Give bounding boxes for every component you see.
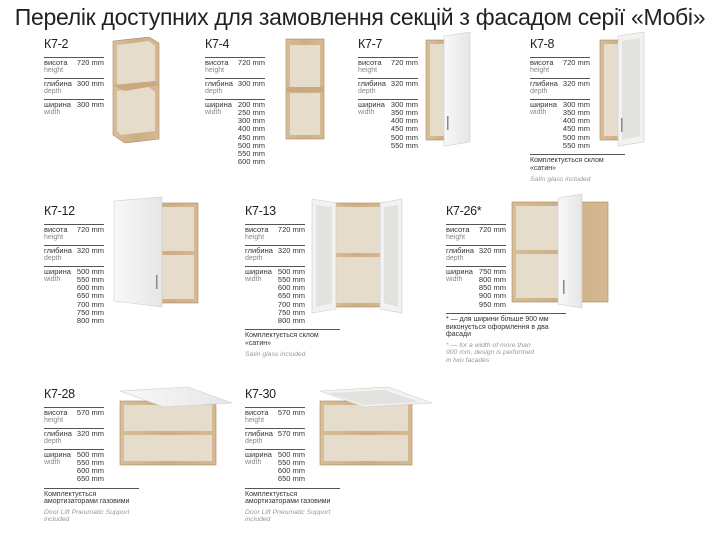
- depth-row: [44, 78, 104, 96]
- height-values: [77, 59, 104, 67]
- width-value: 550 mm: [562, 140, 590, 150]
- depth-label: [358, 80, 391, 96]
- item-code: К7-12: [44, 204, 75, 218]
- width-values: [278, 451, 305, 484]
- spec-k7-13: [245, 205, 340, 358]
- width-label-en: width: [44, 108, 61, 116]
- depth-values: [238, 80, 265, 88]
- width-label: [44, 101, 77, 117]
- depth-label-en: depth: [446, 254, 464, 262]
- item-code: К7-30: [245, 387, 276, 401]
- width-value: 700 mm: [76, 299, 104, 309]
- height-values: [278, 226, 305, 234]
- width-label-ua: ширина: [205, 99, 232, 109]
- item-code: К7-13: [245, 204, 276, 218]
- height-label-en: height: [205, 67, 225, 74]
- cabinet-k7-4-image: [282, 35, 330, 145]
- height-label: [245, 409, 278, 425]
- spec-k7-7: [358, 38, 418, 153]
- height-label-en: height: [245, 417, 265, 424]
- item-code: К7-28: [44, 387, 75, 401]
- height-row: [44, 57, 104, 75]
- width-label-en: width: [358, 108, 375, 116]
- width-row: [44, 449, 104, 484]
- item-code: К7-8: [530, 37, 555, 51]
- width-values: [479, 268, 506, 309]
- width-value: 300 mm: [390, 99, 418, 109]
- height-label-en: height: [530, 67, 550, 74]
- width-row: [245, 449, 305, 484]
- height-values: [278, 409, 305, 417]
- width-label-en: width: [245, 275, 262, 283]
- depth-value: 320 mm: [478, 245, 506, 255]
- width-value: 500 mm: [562, 132, 590, 142]
- depth-values: [77, 430, 104, 438]
- depth-row: [44, 428, 104, 446]
- depth-label-en: depth: [530, 87, 548, 95]
- depth-value: 300 mm: [237, 78, 265, 88]
- width-value: 250 mm: [237, 107, 265, 117]
- height-label-en: height: [44, 67, 64, 74]
- depth-value: 320 mm: [562, 78, 590, 88]
- depth-value: 300 mm: [76, 78, 104, 88]
- width-value: 850 mm: [478, 283, 506, 293]
- depth-values: [479, 247, 506, 255]
- spec-k7-2: [44, 38, 104, 120]
- width-row: [358, 99, 418, 151]
- note-en: Satin glass included: [530, 175, 591, 183]
- note-ua: Комплектується амортизаторами газовими: [245, 488, 340, 506]
- height-label: [446, 226, 479, 242]
- depth-label-en: depth: [44, 87, 62, 95]
- depth-label: [245, 430, 278, 446]
- height-label-ua: висота: [358, 57, 382, 67]
- depth-values: [278, 247, 305, 255]
- depth-label: [44, 247, 77, 263]
- width-value: 550 mm: [237, 149, 265, 159]
- note-en: * — for a width of more than 900 mm, design is performed in two facades: [446, 341, 535, 364]
- width-label-en: width: [44, 275, 61, 283]
- height-label: [44, 59, 77, 75]
- width-row: [205, 99, 265, 167]
- height-label: [205, 59, 238, 75]
- height-row: [245, 224, 305, 242]
- height-label: [44, 226, 77, 242]
- depth-values: [77, 80, 104, 88]
- width-value: 900 mm: [478, 291, 506, 301]
- width-value: 550 mm: [76, 457, 104, 467]
- width-value: 750 mm: [277, 307, 305, 317]
- depth-label-en: depth: [44, 437, 62, 445]
- width-label: [358, 101, 391, 117]
- width-value: 500 mm: [277, 449, 305, 459]
- width-label-ua: ширина: [245, 449, 272, 459]
- spec-k7-28: [44, 388, 139, 524]
- depth-label-en: depth: [205, 87, 223, 95]
- depth-row: [245, 428, 305, 446]
- height-row: [205, 57, 265, 75]
- item-code: К7-7: [358, 37, 383, 51]
- depth-value: 320 mm: [277, 245, 305, 255]
- width-value: 550 mm: [390, 140, 418, 150]
- width-row: [245, 266, 305, 326]
- depth-label: [446, 247, 479, 263]
- note-en: Door Lift Pneumatic Support included: [44, 509, 130, 524]
- width-value: 550 mm: [277, 274, 305, 284]
- depth-label-ua: глибина: [44, 428, 72, 438]
- depth-values: [563, 80, 590, 88]
- width-values: [278, 268, 305, 326]
- width-value: 600 mm: [277, 283, 305, 293]
- width-values: [563, 101, 590, 151]
- spec-k7-26: [446, 205, 576, 364]
- width-value: 400 mm: [237, 124, 265, 134]
- width-label: [245, 451, 278, 467]
- width-value: 600 mm: [277, 466, 305, 476]
- height-label-en: height: [245, 234, 265, 241]
- width-value: 750 mm: [478, 266, 506, 276]
- cabinet-k7-7-image: [420, 32, 474, 147]
- width-value: 600 mm: [76, 466, 104, 476]
- depth-label-ua: глибина: [44, 78, 72, 88]
- depth-row: [245, 245, 305, 263]
- height-value: 720 mm: [390, 57, 418, 67]
- width-row: [446, 266, 506, 309]
- width-values: [77, 451, 104, 484]
- width-values: [77, 268, 104, 326]
- height-label-en: height: [446, 234, 466, 241]
- height-row: [245, 407, 305, 425]
- height-label: [245, 226, 278, 242]
- width-label: [446, 268, 479, 284]
- depth-value: 320 mm: [76, 428, 104, 438]
- width-value: 650 mm: [277, 291, 305, 301]
- width-value: 800 mm: [277, 316, 305, 326]
- width-value: 300 mm: [562, 99, 590, 109]
- note-ua: Комплектується склом «сатин»: [245, 329, 340, 347]
- height-values: [479, 226, 506, 234]
- width-value: 300 mm: [76, 99, 104, 109]
- width-value: 350 mm: [390, 107, 418, 117]
- width-value: 800 mm: [76, 316, 104, 326]
- width-value: 600 mm: [237, 157, 265, 167]
- height-values: [563, 59, 590, 67]
- depth-row: [446, 245, 506, 263]
- width-label-ua: ширина: [44, 99, 71, 109]
- note-ua: * — для ширини більше 900 мм виконується оформлення в два фасади: [446, 313, 566, 339]
- height-value: 720 mm: [76, 224, 104, 234]
- width-value: 750 mm: [76, 307, 104, 317]
- width-row: [44, 266, 104, 326]
- depth-values: [77, 247, 104, 255]
- depth-label: [205, 80, 238, 96]
- height-values: [238, 59, 265, 67]
- height-label-en: height: [44, 417, 64, 424]
- depth-value: 320 mm: [390, 78, 418, 88]
- height-label-ua: висота: [205, 57, 229, 67]
- height-row: [446, 224, 506, 242]
- height-label-ua: висота: [530, 57, 554, 67]
- depth-row: [358, 78, 418, 96]
- depth-label: [530, 80, 563, 96]
- width-value: 500 mm: [277, 266, 305, 276]
- depth-values: [391, 80, 418, 88]
- height-value: 720 mm: [277, 224, 305, 234]
- width-label-en: width: [245, 458, 262, 466]
- depth-label-en: depth: [245, 254, 263, 262]
- depth-value: 320 mm: [76, 245, 104, 255]
- height-label: [530, 59, 563, 75]
- spec-k7-4: [205, 38, 265, 170]
- width-label-ua: ширина: [44, 266, 71, 276]
- width-value: 450 mm: [237, 132, 265, 142]
- depth-label-ua: глибина: [358, 78, 386, 88]
- height-row: [530, 57, 590, 75]
- height-values: [391, 59, 418, 67]
- width-values: [391, 101, 418, 151]
- height-row: [358, 57, 418, 75]
- height-label-ua: висота: [446, 224, 470, 234]
- width-value: 600 mm: [76, 283, 104, 293]
- cabinet-k7-2-image: [107, 35, 165, 145]
- height-value: 720 mm: [562, 57, 590, 67]
- width-label: [205, 101, 238, 117]
- width-label-en: width: [205, 108, 222, 116]
- height-values: [77, 409, 104, 417]
- width-value: 500 mm: [76, 449, 104, 459]
- width-label: [530, 101, 563, 117]
- width-value: 200 mm: [237, 99, 265, 109]
- depth-label-en: depth: [44, 254, 62, 262]
- width-value: 650 mm: [76, 291, 104, 301]
- width-label: [44, 451, 77, 467]
- width-value: 350 mm: [562, 107, 590, 117]
- height-value: 720 mm: [478, 224, 506, 234]
- height-value: 570 mm: [277, 407, 305, 417]
- height-value: 720 mm: [76, 57, 104, 67]
- width-label-ua: ширина: [530, 99, 557, 109]
- height-label-en: height: [44, 234, 64, 241]
- height-row: [44, 224, 104, 242]
- depth-label-ua: глибина: [446, 245, 474, 255]
- depth-label: [245, 247, 278, 263]
- width-label: [44, 268, 77, 284]
- depth-label-ua: глибина: [205, 78, 233, 88]
- width-values: [77, 101, 104, 109]
- width-row: [530, 99, 590, 151]
- depth-row: [530, 78, 590, 96]
- width-value: 550 mm: [277, 457, 305, 467]
- page-title: Перелік доступних для замовлення секцій з фасадом серії «Мобі»: [14, 4, 706, 30]
- depth-label-en: depth: [245, 437, 263, 445]
- width-value: 700 mm: [277, 299, 305, 309]
- height-label-ua: висота: [245, 224, 269, 234]
- width-value: 950 mm: [478, 299, 506, 309]
- height-label-ua: висота: [44, 407, 68, 417]
- width-label-ua: ширина: [44, 449, 71, 459]
- height-label-ua: висота: [44, 57, 68, 67]
- depth-label-ua: глибина: [530, 78, 558, 88]
- width-value: 500 mm: [76, 266, 104, 276]
- width-value: 400 mm: [562, 116, 590, 126]
- spec-k7-30: [245, 388, 340, 524]
- width-value: 450 mm: [562, 124, 590, 134]
- height-label: [358, 59, 391, 75]
- width-values: [238, 101, 265, 167]
- depth-row: [44, 245, 104, 263]
- width-label-en: width: [44, 458, 61, 466]
- height-label-ua: висота: [44, 224, 68, 234]
- depth-label: [44, 430, 77, 446]
- width-label-ua: ширина: [245, 266, 272, 276]
- depth-label-ua: глибина: [245, 245, 273, 255]
- item-code: К7-4: [205, 37, 230, 51]
- width-value: 300 mm: [237, 116, 265, 126]
- note-en: Satin glass included: [245, 350, 306, 358]
- width-value: 650 mm: [277, 474, 305, 484]
- depth-label: [44, 80, 77, 96]
- height-value: 720 mm: [237, 57, 265, 67]
- depth-label-ua: глибина: [245, 428, 273, 438]
- height-values: [77, 226, 104, 234]
- note-en: Door Lift Pneumatic Support included: [245, 509, 331, 524]
- item-code: К7-26*: [446, 204, 482, 218]
- depth-row: [205, 78, 265, 96]
- width-label-ua: ширина: [358, 99, 385, 109]
- item-code: К7-2: [44, 37, 69, 51]
- depth-label-ua: глибина: [44, 245, 72, 255]
- width-label: [245, 268, 278, 284]
- width-label-en: width: [446, 275, 463, 283]
- width-label-en: width: [530, 108, 547, 116]
- width-value: 500 mm: [237, 140, 265, 150]
- width-value: 650 mm: [76, 474, 104, 484]
- note-ua: Комплектується амортизаторами газовими: [44, 488, 139, 506]
- width-value: 450 mm: [390, 124, 418, 134]
- note-ua: Комплектується склом «сатин»: [530, 154, 625, 172]
- depth-values: [278, 430, 305, 438]
- height-label: [44, 409, 77, 425]
- width-value: 400 mm: [390, 116, 418, 126]
- height-label-ua: висота: [245, 407, 269, 417]
- width-label-ua: ширина: [446, 266, 473, 276]
- width-value: 800 mm: [478, 274, 506, 284]
- width-value: 550 mm: [76, 274, 104, 284]
- height-value: 570 mm: [76, 407, 104, 417]
- width-value: 500 mm: [390, 132, 418, 142]
- cabinet-k7-12-image: [110, 195, 205, 310]
- height-row: [44, 407, 104, 425]
- spec-k7-12: [44, 205, 104, 328]
- height-label-en: height: [358, 67, 378, 74]
- width-row: [44, 99, 104, 117]
- depth-label-en: depth: [358, 87, 376, 95]
- depth-value: 570 mm: [277, 428, 305, 438]
- spec-k7-8: [530, 38, 625, 183]
